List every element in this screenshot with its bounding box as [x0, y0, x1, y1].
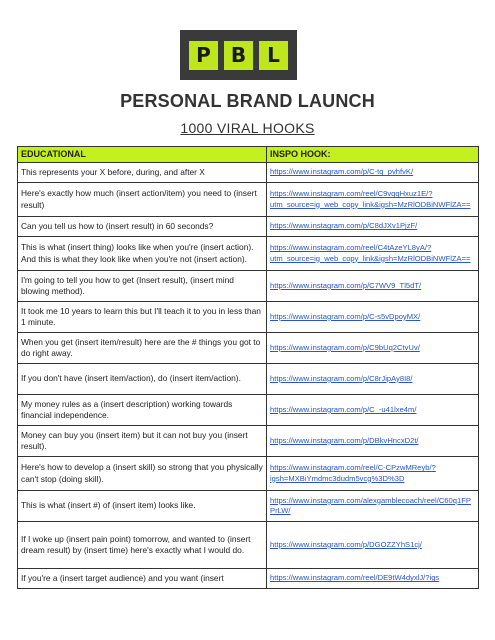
inspo-link-cell	[267, 271, 479, 302]
inspo-link[interactable]: https://www.instagram.com/reel/C4tAzeYL8yA/?utm_source=ig_web_copy_link&igsh=MzRlODBiNWFlZA==	[270, 243, 471, 263]
table-row	[18, 569, 479, 589]
table-row	[18, 333, 479, 364]
inspo-link[interactable]: https://www.instagram.com/reel/C-CPzwMReyb/?igsh=MXBiYmdmc3dudm5vcg%3D%3D	[270, 463, 436, 483]
pbl-logo	[180, 30, 297, 80]
hook-text-cell: This is what (insert thing) looks like when you're (insert action). And this is what they look like when you're not (insert action).	[18, 237, 267, 271]
hook-text-cell: Money can buy you (insert item) but it can not buy you (insert result).	[18, 426, 267, 457]
inspo-link[interactable]: https://www.instagram.com/p/C8dJXv1PjzF/	[270, 221, 418, 231]
table-row	[18, 395, 479, 426]
inspo-link-cell	[267, 522, 479, 569]
inspo-link-cell	[267, 569, 479, 589]
inspo-link-cell	[267, 183, 479, 217]
inspo-link[interactable]: https://www.instagram.com/p/C_-u41lxe4m/	[270, 404, 417, 414]
inspo-link-cell	[267, 302, 479, 333]
inspo-link-cell	[267, 237, 479, 271]
hooks-table	[17, 146, 479, 589]
hook-text-cell: This represents your X before, during, and after X	[18, 163, 267, 183]
table-header-row	[18, 147, 479, 163]
inspo-link-cell	[267, 491, 479, 522]
inspo-link-cell	[267, 426, 479, 457]
table-row	[18, 364, 479, 395]
hook-text-cell: This is what (insert #) of (insert item) looks like.	[18, 491, 267, 522]
inspo-link-cell	[267, 217, 479, 237]
inspo-link[interactable]: https://www.instagram.com/reel/C9vqqHxuz1E/?utm_source=ig_web_copy_link&igsh=MzRlODBiNWFlZA==	[270, 189, 471, 209]
table-row	[18, 183, 479, 217]
header-inspo-hook: INSPO HOOK:	[267, 147, 479, 163]
inspo-link[interactable]: https://www.instagram.com/p/C-tq_pvhfvK/	[270, 167, 414, 177]
table-row	[18, 217, 479, 237]
inspo-link[interactable]: https://www.instagram.com/p/C9bUq2CtvUv/	[270, 342, 420, 352]
hook-text-cell: It took me 10 years to learn this but I'll teach it to you in less than 1 minute.	[18, 302, 267, 333]
table-row	[18, 271, 479, 302]
inspo-link[interactable]: https://www.instagram.com/reel/DE9tW4dyxlJ/?igs	[270, 573, 440, 583]
inspo-link[interactable]: https://www.instagram.com/alexgamblecoach/reel/C60q1FPPrLW/	[270, 495, 471, 515]
table-row	[18, 237, 479, 271]
inspo-link-cell	[267, 163, 479, 183]
inspo-link-cell	[267, 333, 479, 364]
table-body	[18, 163, 479, 589]
logo-letter-p: P	[189, 41, 218, 70]
table-row	[18, 491, 479, 522]
inspo-link-cell	[267, 457, 479, 491]
hook-text-cell: If you don't have (insert item/action), do (insert item/action).	[18, 364, 267, 395]
inspo-link[interactable]: https://www.instagram.com/p/DGOZZYhS1cj/	[270, 539, 422, 549]
hook-text-cell: Here's how to develop a (insert skill) so strong that you physically can't stop (doing skill).	[18, 457, 267, 491]
table-row	[18, 163, 479, 183]
inspo-link[interactable]: https://www.instagram.com/p/C-s5vDpoyMX/	[270, 311, 421, 321]
table-row	[18, 302, 479, 333]
hook-text-cell: Can you tell us how to (insert result) in 60 seconds?	[18, 217, 267, 237]
hook-text-cell: If I woke up (insert pain point) tomorrow, and wanted to (insert dream result) by (insert time) here's exactly what I would do.	[18, 522, 267, 569]
page-title: PERSONAL BRAND LAUNCH	[120, 91, 375, 111]
inspo-link[interactable]: https://www.instagram.com/p/DBkvHncxD2t/	[270, 435, 419, 445]
hook-text-cell: Here's exactly how much (insert action/item) you need to (insert result)	[18, 183, 267, 217]
table-row	[18, 457, 479, 491]
table-row	[18, 522, 479, 569]
inspo-link[interactable]: https://www.instagram.com/p/C7WV9_Tl5dT/	[270, 280, 422, 290]
header-educational: EDUCATIONAL	[18, 147, 267, 163]
logo-letter-b: B	[224, 41, 253, 70]
hook-text-cell: My money rules as a (insert description) working towards financial independence.	[18, 395, 267, 426]
table-row	[18, 426, 479, 457]
inspo-link-cell	[267, 364, 479, 395]
logo-letter-l: L	[259, 41, 288, 70]
inspo-link[interactable]: https://www.instagram.com/p/C8rJipAy8I8/	[270, 373, 413, 383]
page-subtitle: 1000 VIRAL HOOKS	[180, 120, 315, 136]
hook-text-cell: If you're a (insert target audience) and you want (insert	[18, 569, 267, 589]
hook-text-cell: When you get (insert item/result) here are the # things you got to do right away.	[18, 333, 267, 364]
inspo-link-cell	[267, 395, 479, 426]
hook-text-cell: I'm going to tell you how to get (Insert result), (insert mind blowing method).	[18, 271, 267, 302]
